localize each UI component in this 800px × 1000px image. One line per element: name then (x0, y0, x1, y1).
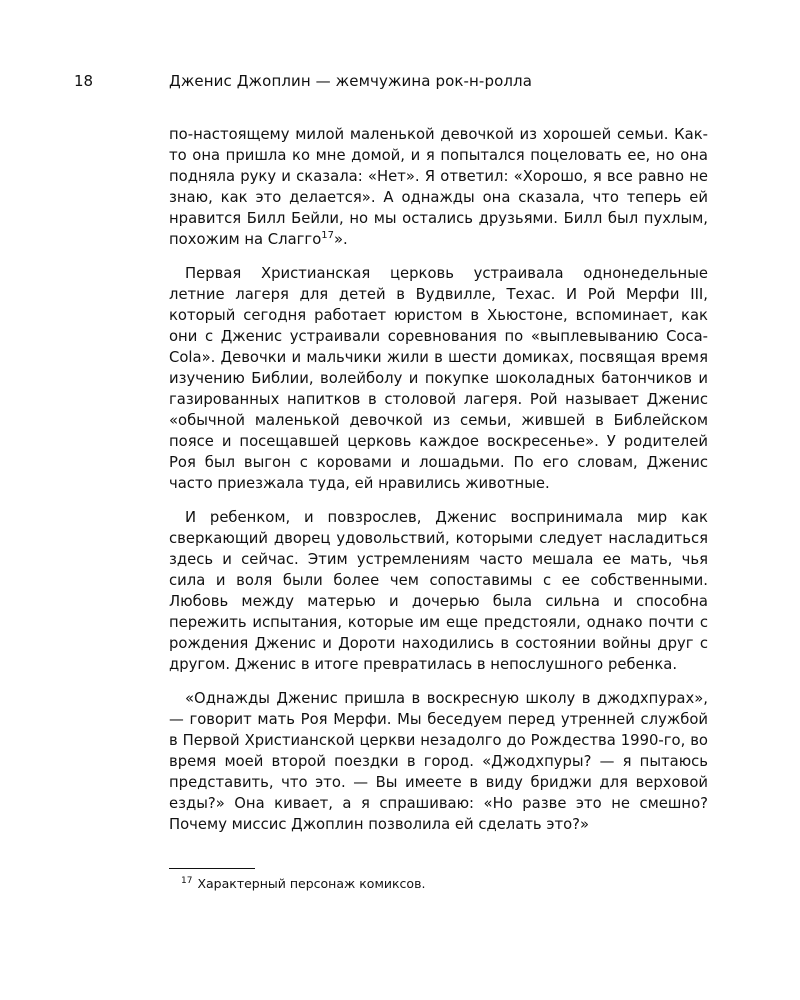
body-text (169, 124, 708, 848)
paragraph-3: И ребенком, и повзрослев, Дженис воспринимала мир как сверкающий дворец удовольствий, которыми следует насладиться здесь и сейчас. Этим устремлениям часто мешала ее мать, чья сила и воля были более чем сопоставимы с ее собственными. Любовь между матерью и дочерью была сильна и способна пережить испытания, которые им еще предстояли, однако почти с рождения Дженис и Дороти находились в состоянии войны друг с другом. Дженис в итоге превратилась в непослушного ребенка. (169, 509, 708, 673)
footnote-text: Характерный персонаж комиксов. (197, 876, 426, 891)
paragraph-2: Первая Христианская церковь устраивала однонедельные летние лагеря для детей в Вудвилле, Техас. И Рой Мерфи III, который сегодня работает юристом в Хьюстоне, вспоминает, как они с Дженис устраивали соревнования по «выплевыванию Coca-Cola». Девочки и мальчики жили в шести домиках, посвящая время изучению Библии, волейболу и покупке шоколадных батончиков и газированных напитков в столовой лагеря. Рой называет Дженис «обычной маленькой девочкой из семьи, жившей в Библейском поясе и посещавшей церковь каждое воскресенье». У родителей Роя был выгон с коровами и лошадьми. По его словам, Дженис часто приезжала туда, ей нравились животные. (169, 265, 708, 492)
footnote-divider (169, 868, 255, 869)
page-number: 18 (74, 72, 94, 90)
paragraph-4: «Однажды Дженис пришла в воскресную школу в джодхпурах», — говорит мать Роя Мерфи. Мы беседуем перед утренней службой в Первой Христианской церкви незадолго до Рождества 1990-го, во время моей второй поездки в город. «Джодхпуры? — я пытаюсь представить, что это. — Вы имеете в виду бриджи для верховой езды?» Она кивает, а я спрашиваю: «Но разве это не смешно? Почему миссис Джоплин позволила ей сделать это?» (169, 690, 708, 833)
running-title: Дженис Джоплин — жемчужина рок-н-ролла (169, 72, 533, 90)
footnote-number: 17 (181, 875, 193, 886)
footnote-reference: 17 (321, 230, 334, 242)
paragraph-1-tail: ». (334, 231, 348, 248)
paragraph-1-text: по-настоящему милой маленькой девочкой из хорошей семьи. Как-то она пришла ко мне домой, и я попытался поцеловать ее, но она подняла руку и сказала: «Нет». Я ответил: «Хорошо, я все равно не знаю, как это делается». А однажды она сказала, что теперь ей нравится Билл Бейли, но мы остались друзьями. Билл был пухлым, похожим на Слагго (169, 126, 708, 248)
footnote (181, 876, 425, 891)
paragraph-1 (169, 124, 708, 250)
